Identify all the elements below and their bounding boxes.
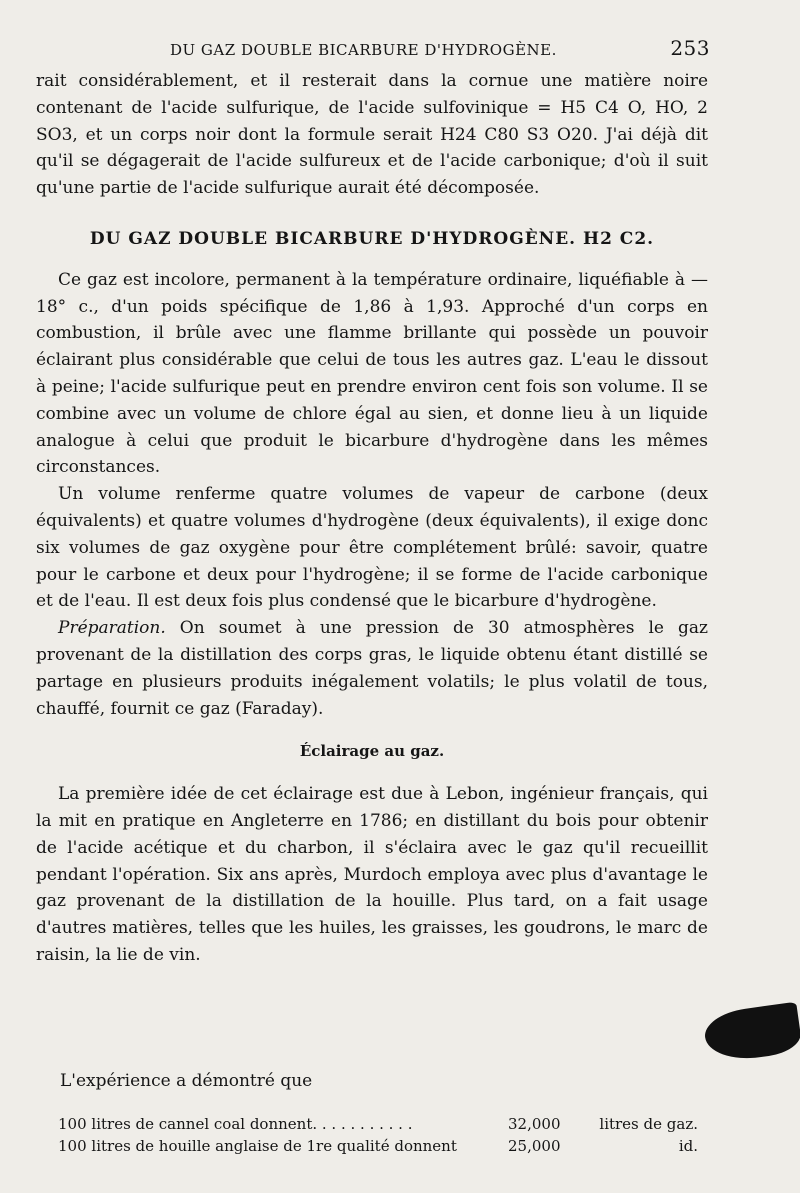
running-header	[170, 36, 710, 60]
row-unit: id.	[678, 1137, 698, 1155]
body-text	[36, 68, 708, 969]
paragraph-composition: Un volume renferme quatre volumes de vapeur de carbone (deux équivalents) et quatre volumes d'hydrogène (deux équivalents), il exige donc six volumes de gaz oxygène pour être complétement brûlé: savoir, quatre pour le carbone et deux pour l'hydrogène; il se forme de l'acide carbonique et de l'eau. Il est deux fois plus condensé que le bicarbure d'hydrogène.	[36, 484, 708, 612]
table-row	[58, 1135, 698, 1157]
table-row	[58, 1113, 698, 1135]
experience-intro: L'expérience a démontré que	[60, 1071, 313, 1091]
paragraph-preparation	[36, 615, 708, 722]
row-label: 100 litres de houille anglaise de 1re qualité donnent	[58, 1137, 457, 1155]
paragraph-continuation: rait considérablement, et il resterait dans la cornue une matière noire contenant de l'acide sulfurique, de l'acide sulfovinique = H5 C4 O, HO, 2 SO3, et un corps noir dont la formule serait H24 C80 S3 O20. J'ai déjà dit qu'il se dégagerait de l'acide sulfureux et de l'acide carbonique; d'où il suit qu'une partie de l'acide sulfurique aurait été décomposée.	[36, 71, 708, 199]
row-unit: litres de gaz.	[599, 1115, 698, 1133]
ink-stain	[702, 1002, 800, 1065]
row-value: 25,000	[508, 1137, 561, 1155]
page-number: 253	[670, 36, 710, 60]
subsection-heading: Éclairage au gaz.	[299, 742, 445, 761]
preparation-label: Préparation.	[58, 618, 166, 639]
preparation-text: On soumet à une pression de 30 atmosphères le gaz provenant de la distillation des corps gras, le liquide obtenu étant distillé se partage en plusieurs produits inégalement volatils; le plus volatil de tous, chauffé, fournit ce gaz (Faraday).	[36, 618, 708, 719]
paragraph-gas-lighting: La première idée de cet éclairage est due à Lebon, ingénieur français, qui la mit en pratique en Angleterre en 1786; en distillant du bois pour obtenir de l'acide acétique et du charbon, il s'éclaira avec le gaz qu'il recueillit pendant l'opération. Six ans après, Murdoch employa avec plus d'avantage le gaz provenant de la distillation de la houille. Plus tard, on a fait usage d'autres matières, telles que les huiles, les graisses, les goudrons, le marc de raisin, la lie de vin.	[36, 784, 708, 965]
paragraph-properties: Ce gaz est incolore, permanent à la température ordinaire, liquéfiable à — 18° c., d'un poids spécifique de 1,86 à 1,93. Approché d'un corps en combustion, il brûle avec une flamme brillante qui possède un pouvoir éclairant plus considérable que celui de tous les autres gaz. L'eau le dissout à peine; l'acide sulfurique peut en prendre environ cent fois son volume. Il se combine avec un volume de chlore égal au sien, et donne lieu à un liquide analogue à celui que produit le bicarbure d'hydrogène dans les mêmes circonstances.	[36, 269, 708, 478]
running-title: DU GAZ DOUBLE BICARBURE D'HYDROGÈNE.	[170, 41, 557, 59]
row-label: 100 litres de cannel coal donnent. . . . . . . . . . .	[58, 1115, 413, 1133]
row-value: 32,000	[508, 1115, 561, 1133]
section-heading: DU GAZ DOUBLE BICARBURE D'HYDROGÈNE. H2 C2.	[89, 228, 655, 249]
yield-table	[58, 1113, 698, 1157]
